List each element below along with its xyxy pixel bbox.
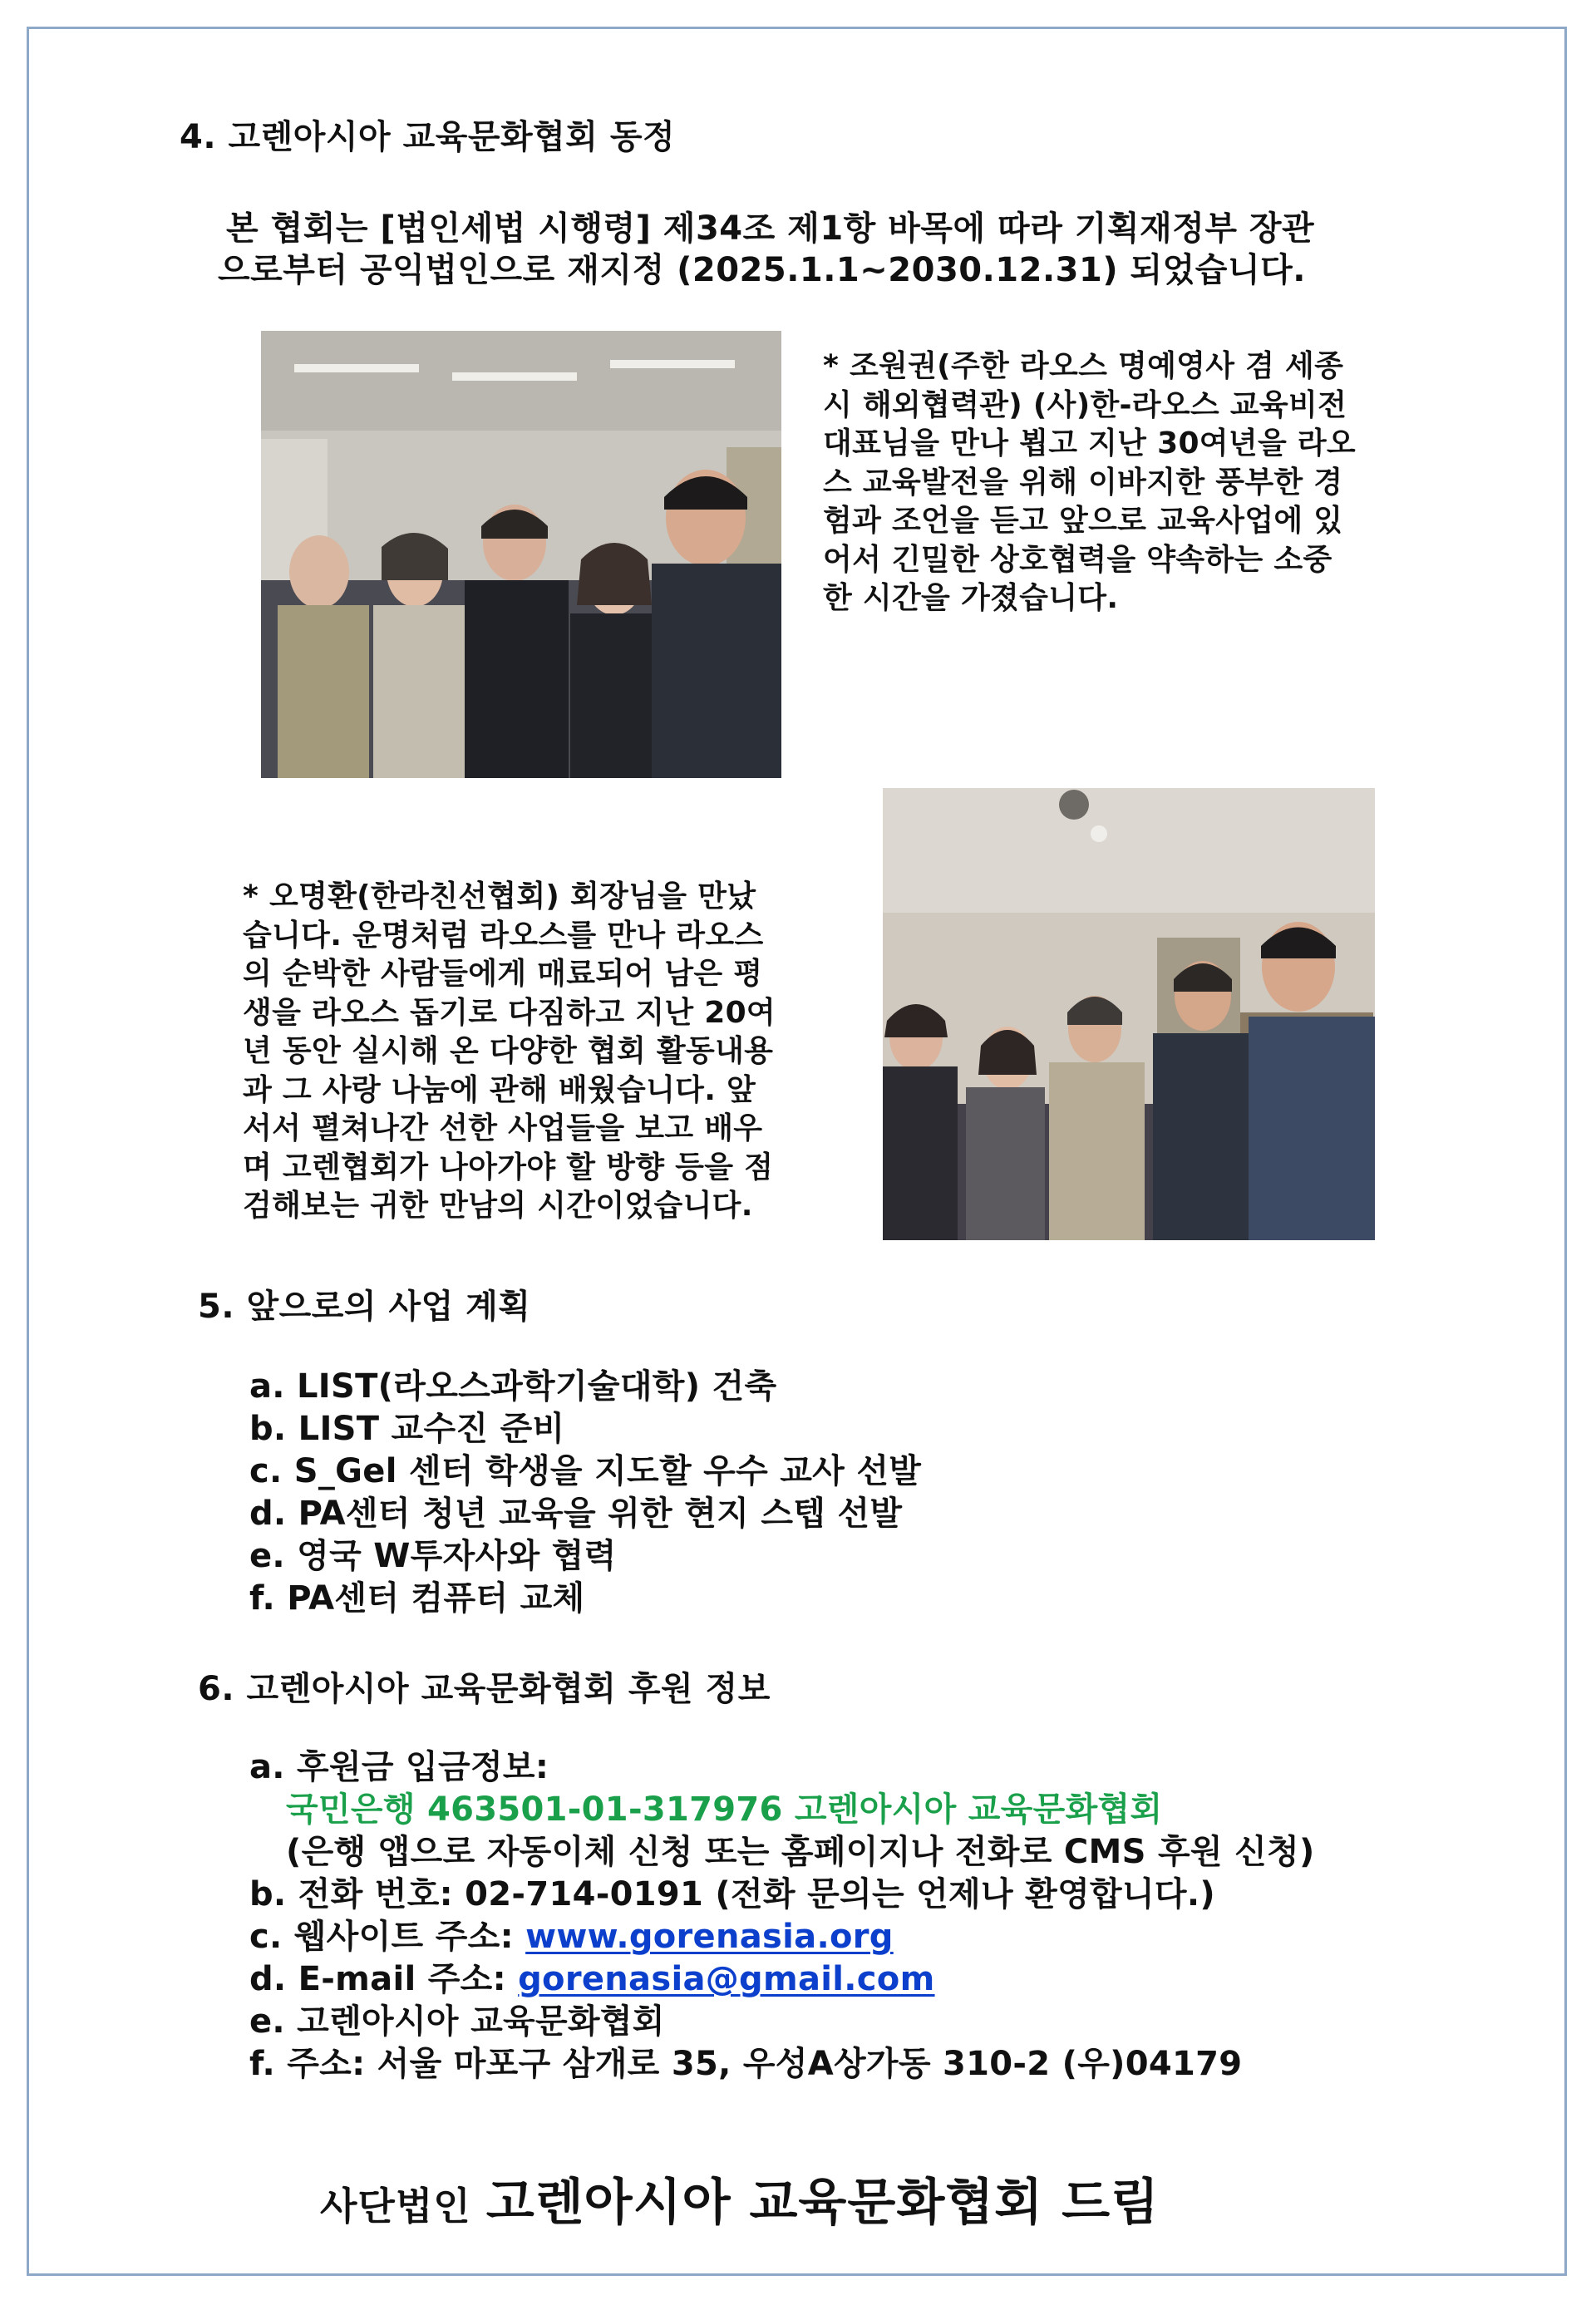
closing-prefix: 사단법인 [320, 2184, 471, 2229]
caption-2-line: 생을 라오스 돕기로 다짐하고 지난 20여 [243, 995, 776, 1030]
website-row [249, 1916, 1315, 1958]
caption-2-line: 과 그 사랑 나눔에 관해 배웠습니다. 앞 [243, 1072, 756, 1107]
address: f. 주소: 서울 마포구 삼개로 35, 우성A상가동 310-2 (우)04179 [249, 2045, 1243, 2083]
caption-1-line: 시 해외협력관) (사)한-라오스 교육비전 [823, 387, 1347, 422]
photo-meeting-2 [883, 788, 1375, 1240]
website-link[interactable]: www.gorenasia.org [525, 1918, 894, 1956]
section-4-intro [218, 208, 1315, 291]
email-link[interactable]: gorenasia@gmail.com [518, 1960, 935, 1998]
caption-1-line: 한 시간을 가졌습니다. [823, 581, 1119, 615]
caption-2-line: 습니다. 운명처럼 라오스를 만나 라오스 [243, 918, 764, 953]
bank-account: 국민은행 463501-01-317976 고렌아시아 교육문화협회 [286, 1790, 1163, 1829]
section-5-list [249, 1366, 921, 1620]
bank-note: (은행 앱으로 자동이체 신청 또는 홈페이지나 전화로 CMS 후원 신청) [286, 1833, 1315, 1871]
section-5-heading: 5. 앞으로의 사업 계획 [198, 1288, 531, 1326]
section-6-heading: 6. 고렌아시아 교육문화협회 후원 정보 [198, 1670, 771, 1708]
caption-2-line: 서서 펼쳐나간 선한 사업들을 보고 배우 [243, 1111, 763, 1145]
caption-2-line: * 오명환(한라친선협회) 회장님을 만났 [243, 879, 756, 914]
caption-1-line: 대표님을 만나 뵙고 지난 30여년을 라오 [823, 426, 1357, 461]
phone-info: b. 전화 번호: 02-714-0191 (전화 문의는 언제나 환영합니다.) [249, 1875, 1215, 1913]
plan-item: a. LIST(라오스과학기술대학) 건축 [249, 1367, 777, 1406]
caption-1-line: 험과 조언을 듣고 앞으로 교육사업에 있 [823, 504, 1343, 538]
closing-main: 고렌아시아 교육문화협회 드림 [485, 2174, 1160, 2232]
caption-1-line: 어서 긴밀한 상호협력을 약속하는 소중 [823, 542, 1332, 577]
email-row [249, 1958, 1315, 2001]
intro-line-1: 본 협회는 [법인세법 시행령] 제34조 제1항 바목에 따라 기획재정부 장관 [226, 209, 1315, 248]
org-name: e. 고렌아시아 교육문화협회 [249, 2002, 665, 2041]
section-4-heading: 4. 고렌아시아 교육문화협회 동정 [180, 118, 676, 156]
caption-2-line: 며 고렌협회가 나아가야 할 방향 등을 점 [243, 1150, 774, 1185]
intro-line-2: 으로부터 공익법인으로 재지정 (2025.1.1~2030.12.31) 되었습니다. [218, 251, 1306, 289]
photo-meeting-1 [261, 331, 781, 778]
caption-1-line: 스 교육발전을 위해 이바지한 풍부한 경 [823, 465, 1343, 500]
website-label: c. 웹사이트 주소: [249, 1918, 526, 1956]
plan-item: c. S_Gel 센터 학생을 지도할 우수 교사 선발 [249, 1452, 922, 1490]
email-label: d. E-mail 주소: [249, 1960, 519, 1998]
caption-meeting-2 [243, 878, 776, 1226]
caption-2-line: 검해보는 귀한 만남의 시간이었습니다. [243, 1189, 753, 1223]
plan-item: d. PA센터 청년 교육을 위한 현지 스텝 선발 [249, 1495, 903, 1533]
caption-2-line: 년 동안 실시해 온 다양한 협회 활동내용 [243, 1034, 774, 1068]
plan-item: e. 영국 W투자사와 협력 [249, 1537, 617, 1575]
section-6-list [249, 1746, 1315, 2086]
donation-label: a. 후원금 입금정보: [249, 1748, 549, 1786]
plan-item: f. PA센터 컴퓨터 교체 [249, 1579, 585, 1618]
plan-item: b. LIST 교수진 준비 [249, 1410, 565, 1448]
caption-2-line: 의 순박한 사람들에게 매료되어 남은 평 [243, 957, 763, 991]
caption-1-line: * 조원권(주한 라오스 명예영사 겸 세종 [823, 349, 1344, 383]
closing-signature [320, 2163, 1160, 2234]
caption-meeting-1 [823, 347, 1356, 618]
